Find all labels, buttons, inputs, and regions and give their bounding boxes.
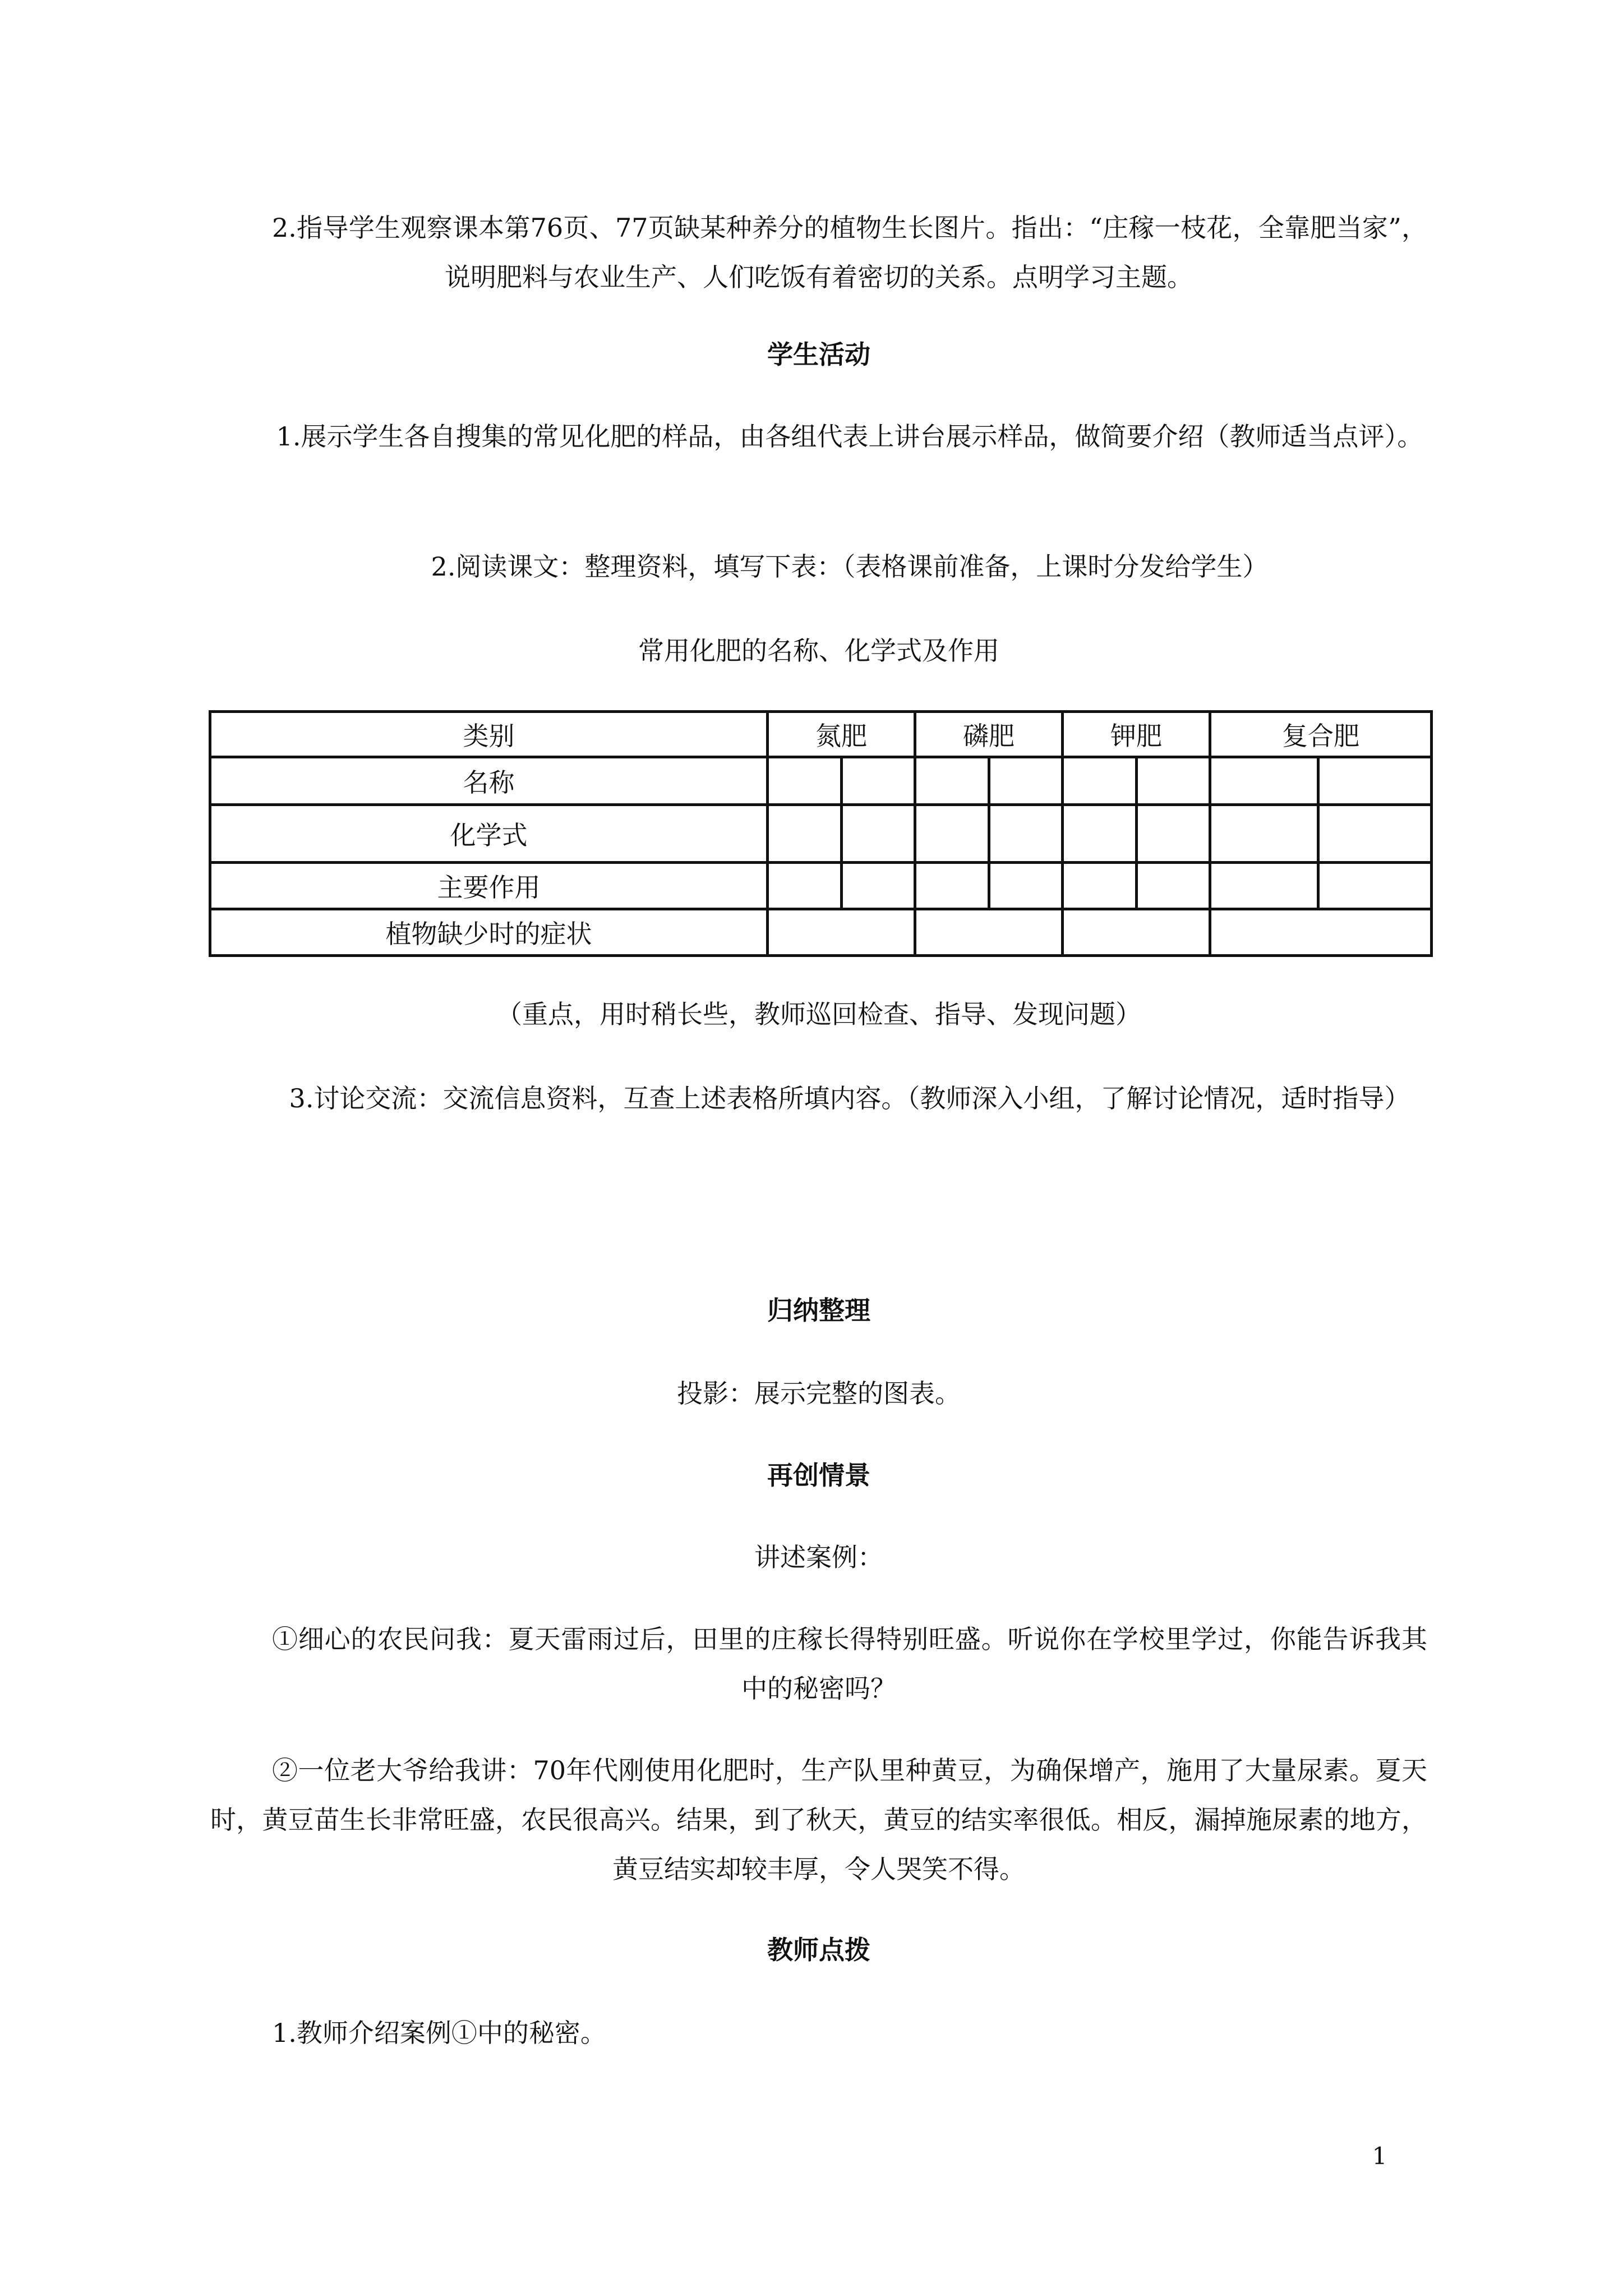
case-1: ①细心的农民问我：夏天雷雨过后，田里的庄稼长得特别旺盛。听说你在学校里学过，你能告诉我其中的秘密吗？: [272, 1624, 1427, 1704]
guidance-item-1: 1.教师介绍案例①中的秘密。: [272, 2018, 606, 2048]
table-cell: [1063, 863, 1137, 909]
table-cell: [915, 863, 989, 909]
table-cell: [768, 805, 842, 863]
table-title: 常用化肥的名称、化学式及作用: [638, 636, 999, 666]
table-cell: [768, 909, 915, 956]
table-cell: [1210, 757, 1318, 805]
table-cell: [1137, 863, 1210, 909]
fertilizer-table: [209, 710, 1433, 957]
table-cell: [1063, 909, 1210, 956]
header-phosphate: 磷肥: [915, 712, 1063, 757]
recreate-intro: 讲述案例：: [754, 1542, 883, 1572]
table-cell: [989, 757, 1063, 805]
header-potassium: 钾肥: [1063, 712, 1210, 757]
table-cell: [1063, 805, 1137, 863]
summary-text: 投影：展示完整的图表。: [677, 1378, 961, 1409]
table-cell: [842, 863, 915, 909]
table-cell: [989, 805, 1063, 863]
recreate-heading: 再创情景: [767, 1460, 870, 1490]
table-cell: [1210, 909, 1432, 956]
table-cell: [915, 909, 1063, 956]
header-category: 类别: [210, 712, 768, 757]
table-note: （重点，用时稍长些，教师巡回检查、指导、发现问题）: [496, 999, 1141, 1029]
header-nitrogen: 氮肥: [768, 712, 915, 757]
case-2: ②一位老大爷给我讲：70年代刚使用化肥时，生产队里种黄豆，为确保增产，施用了大量尿素。夏天时，黄豆苗生长非常旺盛，农民很高兴。结果，到了秋天，黄豆的结实率很低。相反，漏掉施尿素的地方，黄豆结实却较丰厚，令人哭笑不得。: [210, 1755, 1427, 1884]
table-cell: [1210, 805, 1318, 863]
activity-item-2: 2.阅读课文：整理资料，填写下表：（表格课前准备，上课时分发给学生）: [431, 551, 1269, 582]
row-label-name: 名称: [210, 757, 768, 805]
table-cell: [1137, 805, 1210, 863]
page-number: 1: [1372, 2142, 1387, 2170]
row-label-symptom: 植物缺少时的症状: [210, 909, 768, 956]
row-label-role: 主要作用: [210, 863, 768, 909]
table-cell: [768, 757, 842, 805]
intro-item-2: 2.指导学生观察课本第76页、77页缺某种养分的植物生长图片。指出：“庄稼一枝花，全靠肥当家”，说明肥料与农业生产、人们吃饭有着密切的关系。点明学习主题。: [272, 213, 1427, 292]
summary-heading: 归纳整理: [767, 1295, 870, 1326]
table-cell: [1210, 863, 1318, 909]
table-cell: [842, 757, 915, 805]
student-activity-heading: 学生活动: [767, 339, 870, 370]
table-cell: [1318, 805, 1432, 863]
table-row: [210, 863, 1432, 909]
table-cell: [1318, 863, 1432, 909]
table-cell: [842, 805, 915, 863]
table-row: [210, 909, 1432, 956]
activity-item-3: 3.讨论交流：交流信息资料，互查上述表格所填内容。（教师深入小组，了解讨论情况，适时指导）: [289, 1083, 1410, 1114]
table-cell: [1318, 757, 1432, 805]
table-cell: [1063, 757, 1137, 805]
header-compound: 复合肥: [1210, 712, 1432, 757]
table-cell: [989, 863, 1063, 909]
table-row: [210, 805, 1432, 863]
table-row: [210, 757, 1432, 805]
table-cell: [1137, 757, 1210, 805]
table-cell: [768, 863, 842, 909]
table-cell: [915, 757, 989, 805]
activity-item-1: 1.展示学生各自搜集的常见化肥的样品，由各组代表上讲台展示样品，做简要介绍（教师适当点评）。: [276, 421, 1423, 452]
table-header-row: [210, 712, 1432, 757]
table-cell: [915, 805, 989, 863]
row-label-formula: 化学式: [210, 805, 768, 863]
teacher-guidance-heading: 教师点拨: [767, 1935, 870, 1965]
